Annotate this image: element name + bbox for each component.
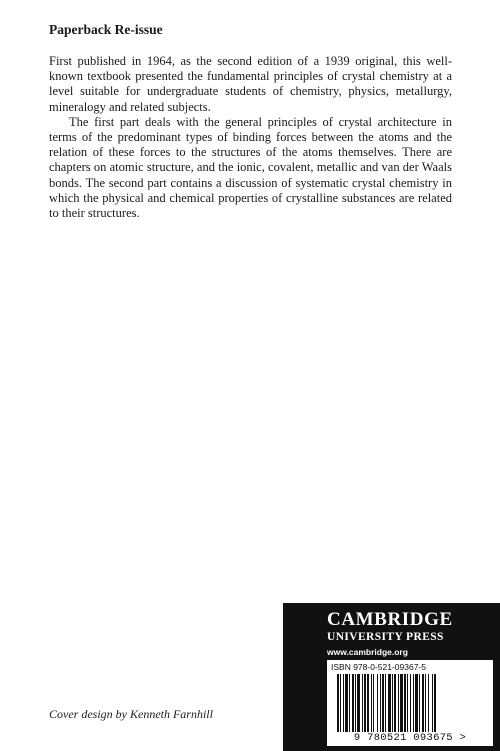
barcode-bar [364, 674, 366, 732]
barcode-bar [398, 674, 399, 732]
barcode-bar [362, 674, 363, 732]
barcode-bar [371, 674, 372, 732]
barcode-bar [388, 674, 391, 732]
barcode-bar [337, 674, 339, 732]
isbn-label: ISBN 978-0-521-09367-5 [331, 662, 426, 672]
barcode-bar [345, 674, 348, 732]
barcode-bar [377, 674, 378, 732]
barcode-bar [428, 674, 429, 732]
barcode-digits: 9 780521 093675 > [353, 732, 467, 744]
barcode-bar [432, 674, 433, 732]
barcode-bar [385, 674, 386, 732]
barcode-bar [382, 674, 384, 732]
barcode-bar [380, 674, 381, 732]
barcode-bar [367, 674, 369, 732]
barcode-bar [422, 674, 424, 732]
section-heading: Paperback Re-issue [49, 22, 163, 37]
barcode-bar [434, 674, 436, 732]
barcode-bar [357, 674, 360, 732]
barcode-bar [355, 674, 356, 732]
barcode-bar [392, 674, 393, 732]
barcode-bar [373, 674, 374, 732]
barcode-bar [407, 674, 408, 732]
blurb-paragraph: The first part deals with the general principles of crystal architecture in terms of the predominant types of binding forces between the atoms and the relation of these forces to the structures of the atoms themselves. There are chapters on atomic structure, and the ionic, covalent, metallic and van der Waals bonds. The second part contains a discussion of systematic crystal chemistry in which the physical and chemical properties of crystalline substances are related to their structures. [49, 114, 452, 221]
barcode-bar [340, 674, 341, 732]
publisher-block [283, 603, 500, 751]
barcode-bar [394, 674, 396, 732]
barcode-bar [400, 674, 403, 732]
barcode-bar [419, 674, 420, 732]
barcode-bar [413, 674, 414, 732]
barcode-bar [404, 674, 406, 732]
barcode-bar [352, 674, 354, 732]
barcode-bar [343, 674, 344, 732]
barcode-bars-icon [337, 674, 483, 732]
publisher-press: UNIVERSITY PRESS [327, 631, 444, 643]
cover-design-credit: Cover design by Kenneth Farnhill [49, 707, 213, 721]
barcode-bar [349, 674, 350, 732]
barcode-bar [415, 674, 418, 732]
barcode-bar [425, 674, 426, 732]
blurb-paragraph: First published in 1964, as the second edition of a 1939 original, this well-known textbook presented the fundamental principles of crystal chemistry at a level suitable for undergraduate students of chemistry, physics, metallurgy, mineralogy and related subjects. [49, 54, 452, 114]
barcode-bar [410, 674, 411, 732]
blurb-text [49, 54, 452, 221]
barcode [327, 660, 493, 746]
publisher-name: CAMBRIDGE [327, 609, 453, 630]
publisher-url: www.cambridge.org [327, 647, 408, 657]
